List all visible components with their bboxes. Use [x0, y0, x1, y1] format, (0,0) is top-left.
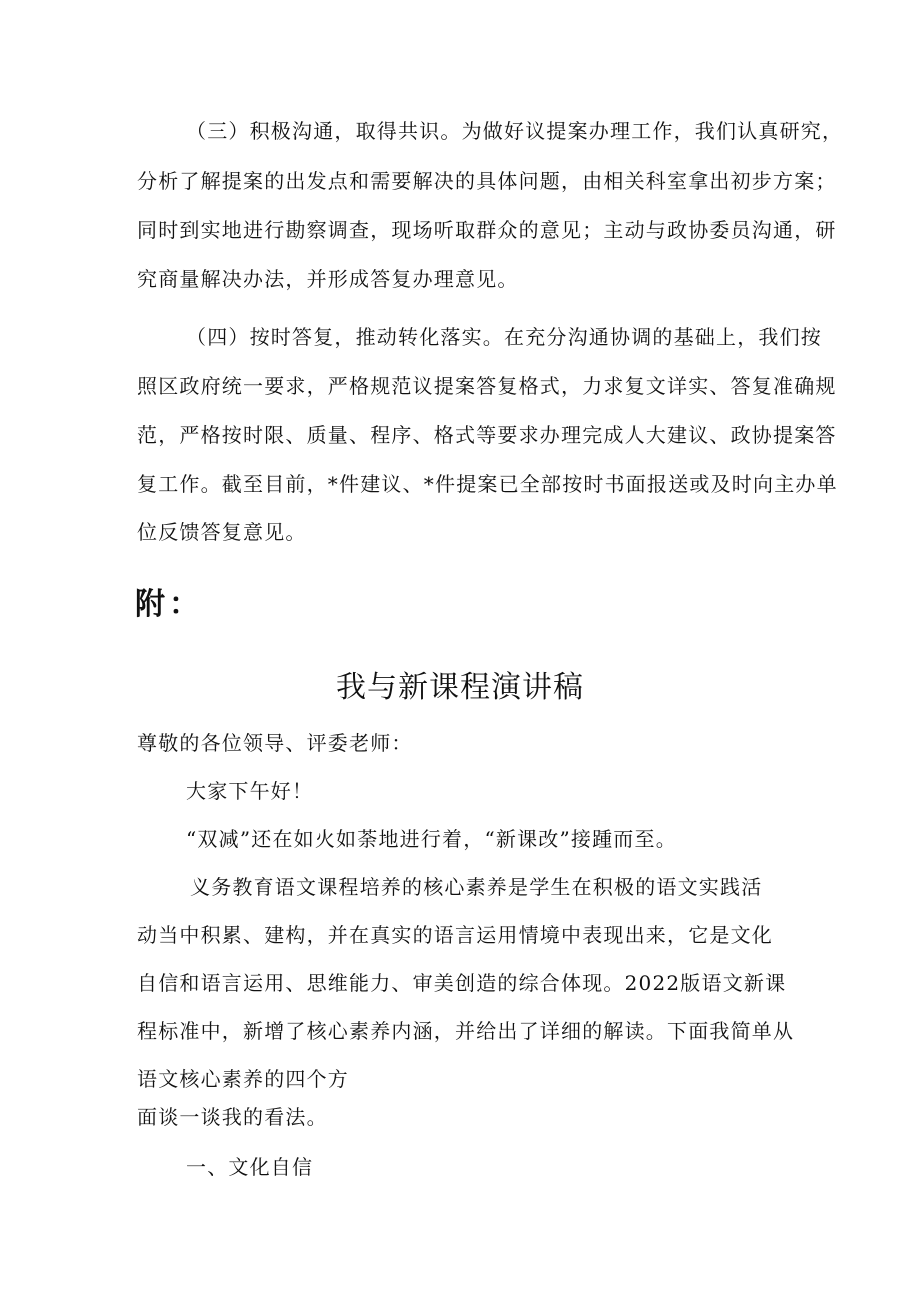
paragraph-line: 动当中积累、建构，并在真实的语言运用情境中表现出来，它是文化 [137, 923, 773, 947]
paragraph-line: 程标准中，新增了核心素养内涵，并给出了详细的解读。下面我简单从 [137, 1019, 795, 1043]
paragraph-line: 范，严格按时限、质量、程序、格式等要求办理完成人大建议、政协提案答 [137, 423, 837, 447]
intro-line: “双减”还在如火如荼地进行着，“新课改”接踵而至。 [186, 827, 677, 851]
paragraph-line: （四）按时答复，推动转化落实。在充分沟通协调的基础上，我们按 [186, 325, 822, 349]
paragraph-line: 究商量解决办法，并形成答复办理意见。 [137, 267, 519, 291]
paragraph-line: 照区政府统一要求，严格规范议提案答复格式，力求复文详实、答复准确规 [137, 374, 837, 398]
appendix-label: 附： [135, 587, 203, 622]
paragraph-line: 分析了解提案的出发点和需要解决的具体问题，由相关科室拿出初步方案； [137, 169, 837, 193]
paragraph-line: 复工作。截至目前，*件建议、*件提案已全部按时书面报送或及时向主办单 [137, 472, 838, 496]
paragraph-line: 同时到实地进行勘察调查，现场听取群众的意见；主动与政协委员沟通，研 [137, 218, 837, 242]
paragraph-line: 语文核心素养的四个方 [137, 1067, 349, 1091]
speech-title: 我与新课程演讲稿 [336, 670, 584, 705]
salutation: 尊敬的各位领导、评委老师： [137, 731, 413, 755]
greeting: 大家下午好！ [186, 779, 314, 803]
section-heading-cultural-confidence: 一、文化自信 [186, 1155, 314, 1179]
paragraph-line: 义务教育语文课程培养的核心素养是学生在积极的语文实践活 [190, 875, 763, 899]
paragraph-line: （三）积极沟通，取得共识。为做好议提案办理工作，我们认真研究， [186, 119, 844, 143]
paragraph-line: 面谈一谈我的看法。 [137, 1105, 328, 1129]
paragraph-line: 自信和语言运用、思维能力、审美创造的综合体现。2022版语文新课 [137, 971, 787, 995]
paragraph-line: 位反馈答复意见。 [137, 520, 307, 544]
